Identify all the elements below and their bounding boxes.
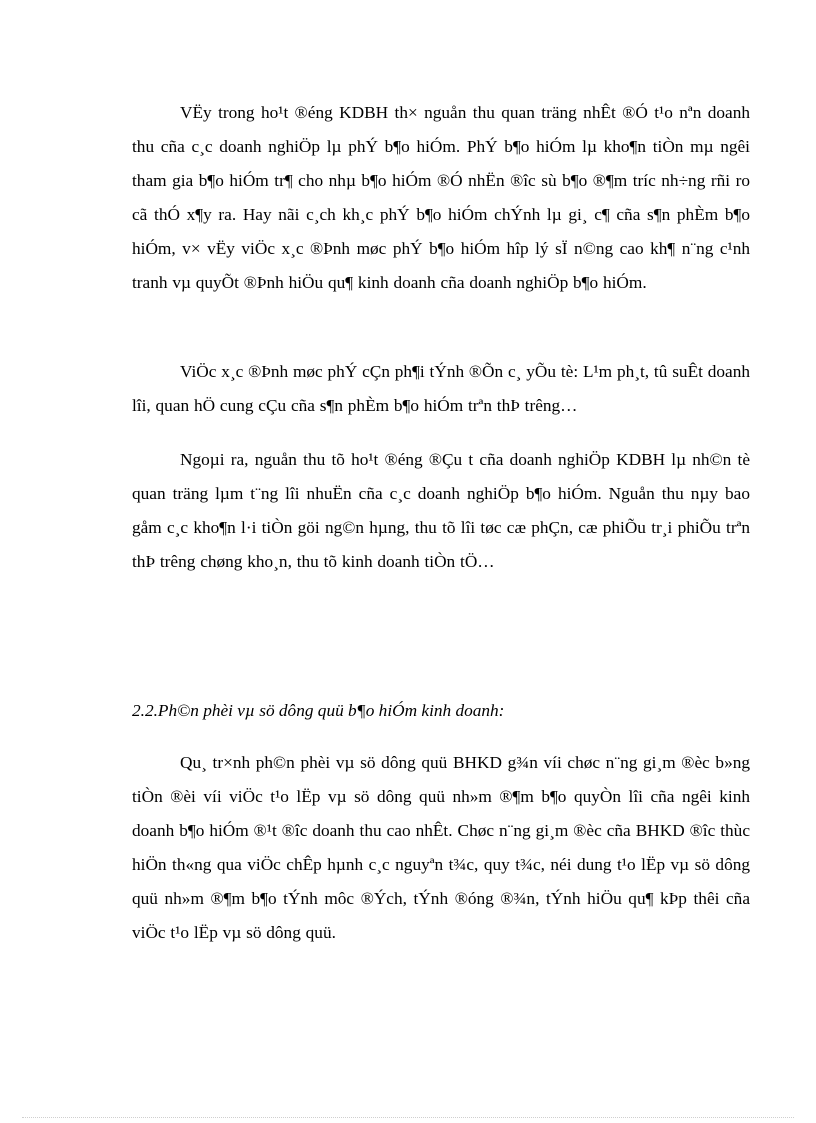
- page-bottom-border: [22, 1117, 794, 1118]
- paragraph-premium-factors: ViÖc x¸c ®Þnh møc phÝ cÇn ph¶i tÝnh ®Õn c¸ yÕu tè: L¹m ph¸t, tû suÊt doanh lîi, quan hÖ cung cÇu cña s¶n phÈm b¶o hiÓm trªn thÞ trêng…: [132, 362, 750, 415]
- paragraph-investment-income: Ngoµi ra, nguån thu tõ ho¹t ®éng ®Çu t cña doanh nghiÖp KDBH lµ nh©n tè quan träng lµm t¨ng lîi nhuËn cña c¸c doanh nghiÖp b¶o hiÓm. Nguån thu nµy bao gåm c¸c kho¶n l·i tiÒn göi ng©n hµng, thu tõ lîi tøc cæ phÇn, cæ phiÕu tr¸i phiÕu trªn thÞ trêng chøng kho¸n, thu tõ kinh doanh tiÒn tÖ…: [132, 450, 750, 571]
- paragraph-fund-distribution: Qu¸ tr×nh ph©n phèi vµ sö dông quü BHKD g¾n víi chøc n¨ng gi¸m ®èc b»ng tiÒn ®èi víi viÖc t¹o lËp vµ sö dông quü nh»m ®¶m b¶o quyÒn lîi cña ngêi kinh doanh b¶o hiÓm ®¹t ®îc doanh thu cao nhÊt. Chøc n¨ng gi¸m ®èc cña BHKD ®îc thùc hiÖn th«ng qua viÖc chÊp hµnh c¸c nguyªn t¾c, quy t¾c, néi dung t¹o lËp vµ sö dông quü nh»m ®¶m b¶o tÝnh môc ®Ých, tÝnh ®óng ®¾n, tÝnh hiÖu qu¶ kÞp thêi cña viÖc t¹o lËp vµ sö dông quü.: [132, 753, 750, 942]
- section-heading: 2.2.Ph©n phèi vµ sö dông quü b¶o hiÓm kinh doanh:: [132, 701, 505, 720]
- paragraph-premium-revenue: VËy trong ho¹t ®éng KDBH th× nguån thu quan träng nhÊt ®Ó t¹o nªn doanh thu cña c¸c doanh nghiÖp lµ phÝ b¶o hiÓm. PhÝ b¶o hiÓm lµ kho¶n tiÒn mµ ngêi tham gia b¶o hiÓm tr¶ cho nhµ b¶o hiÓm ®Ó nhËn ®îc sù b¶o ®¶m tríc nh÷ng rñi ro cã thÓ x¶y ra. Hay nãi c¸ch kh¸c phÝ b¶o hiÓm chÝnh lµ gi¸ c¶ cña s¶n phÈm b¶o hiÓm, v× vËy viÖc x¸c ®Þnh møc phÝ b¶o hiÓm hîp lý sÏ n©ng cao kh¶ n¨ng c¹nh tranh vµ quyÕt ®Þnh hiÖu qu¶ kinh doanh cña doanh nghiÖp b¶o hiÓm.: [132, 103, 750, 292]
